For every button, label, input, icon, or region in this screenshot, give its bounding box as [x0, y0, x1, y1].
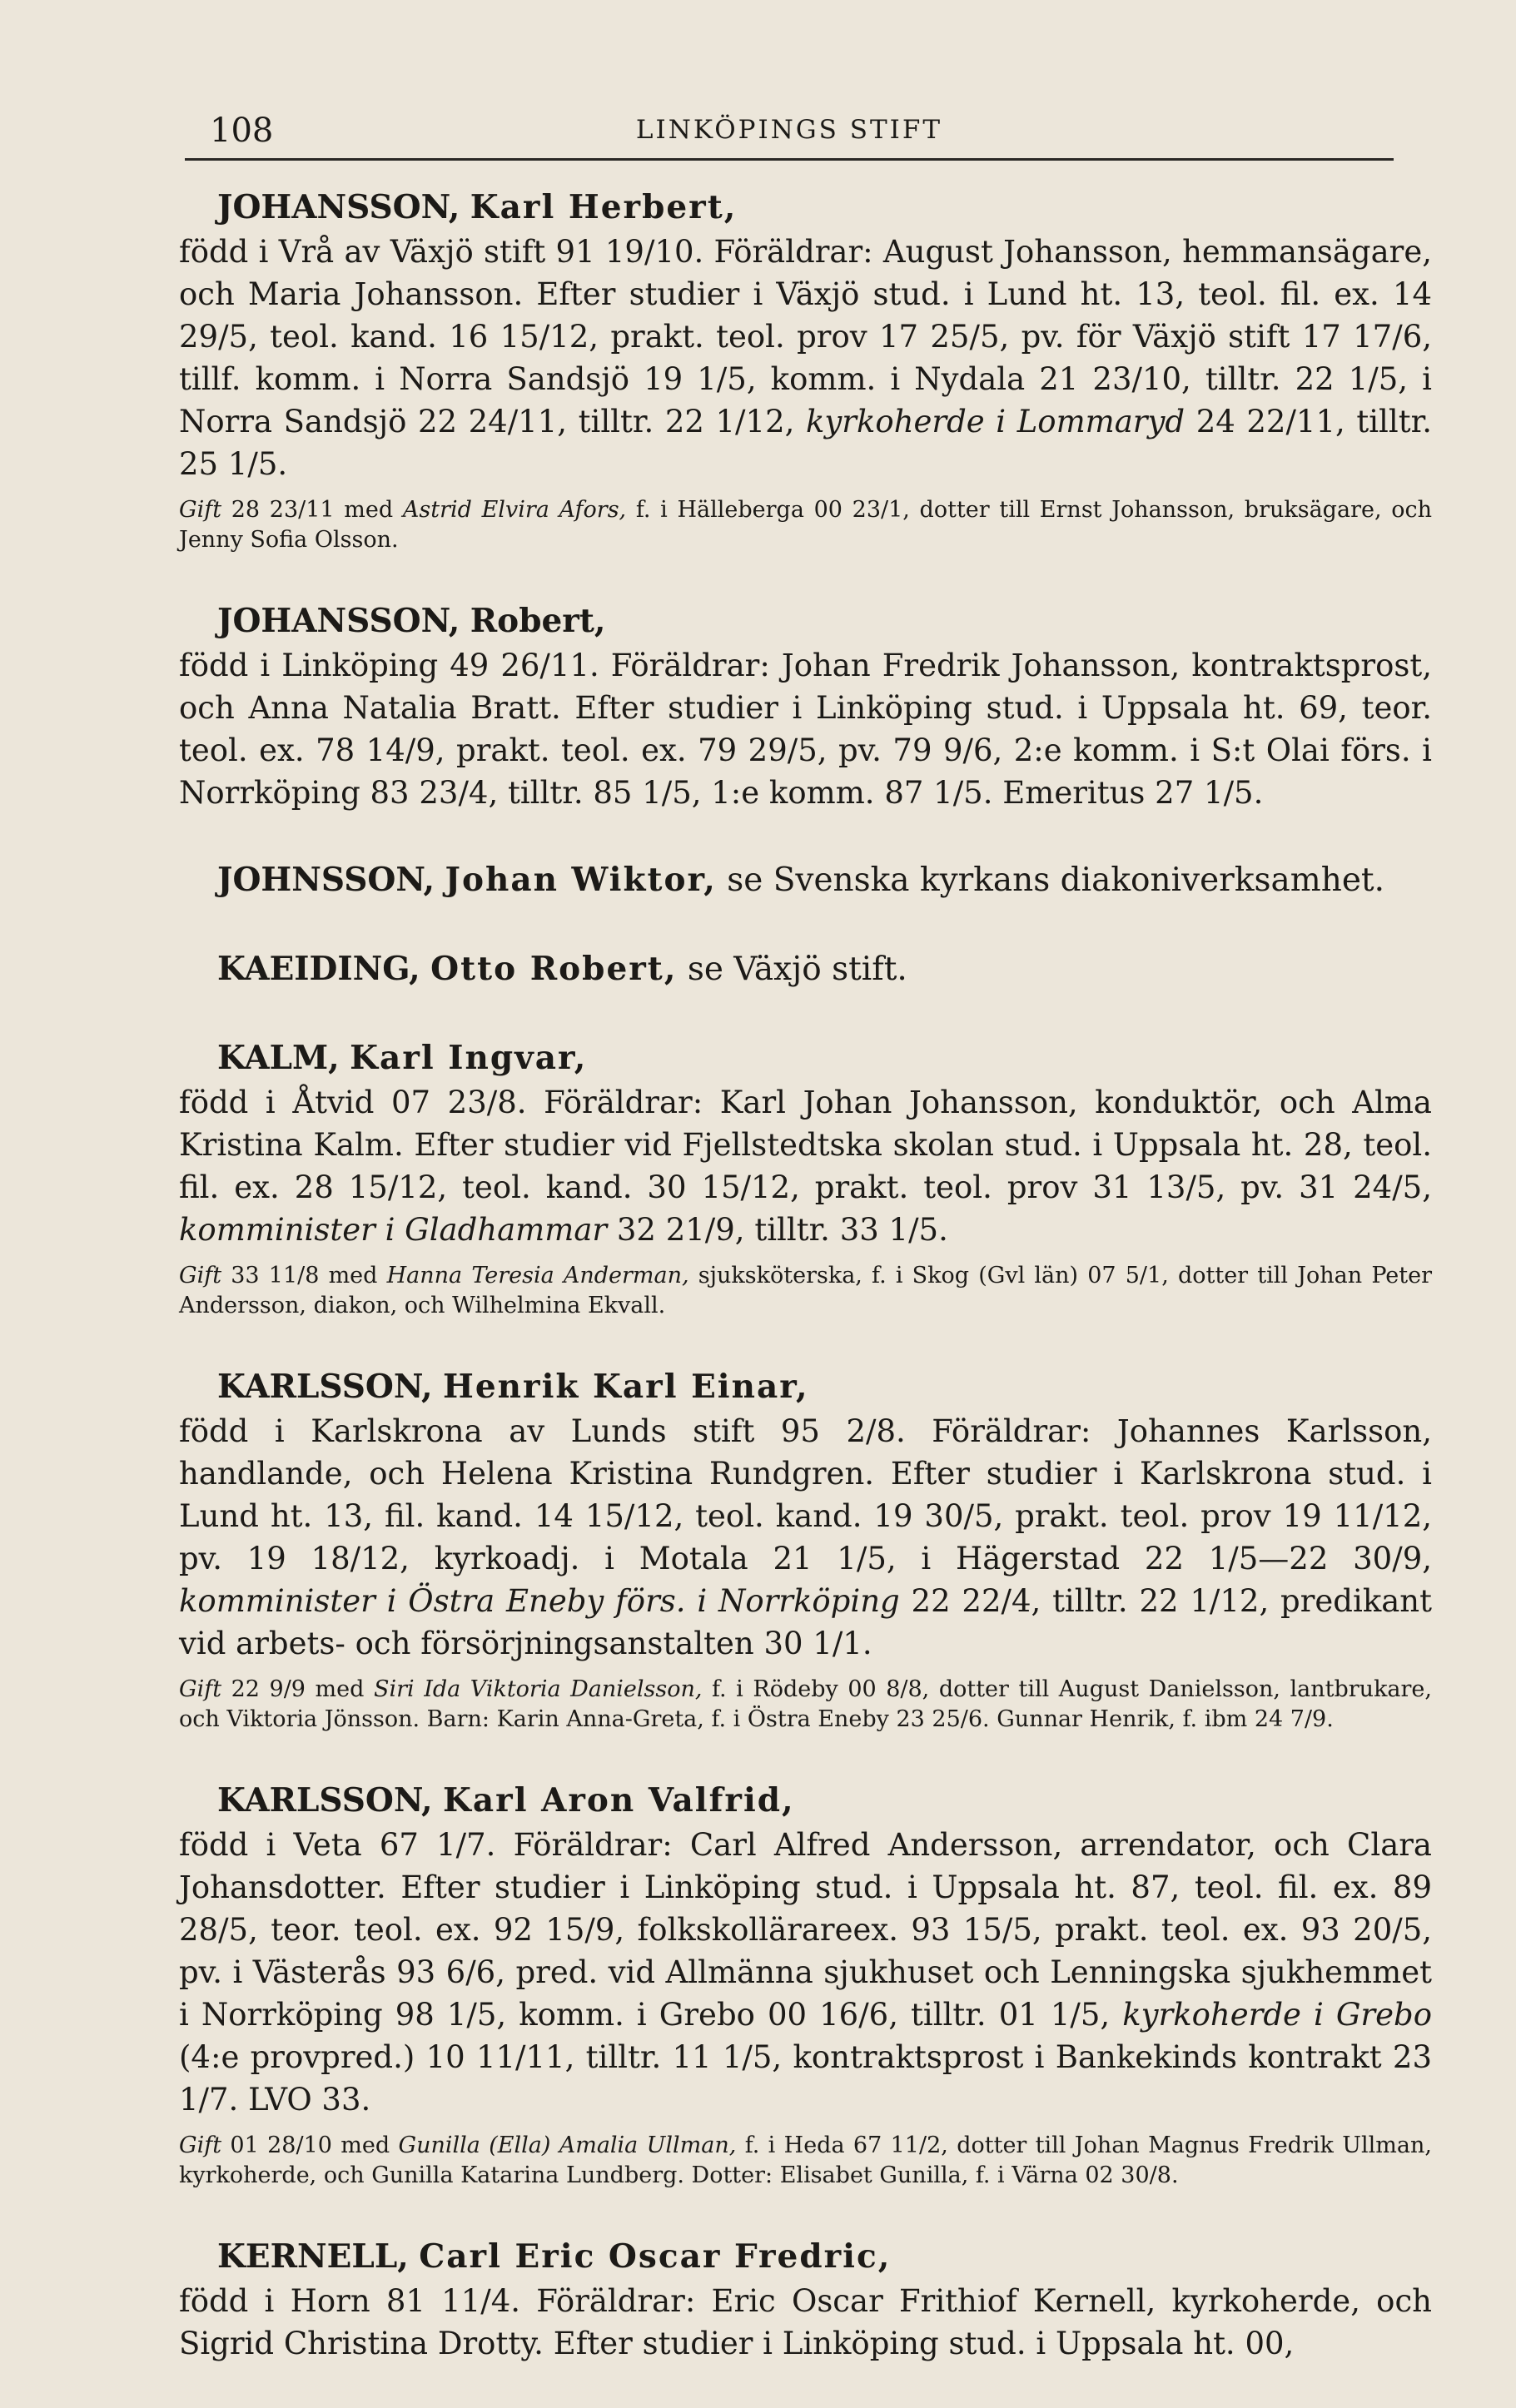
entry-surname: KARLSSON,: [217, 1781, 433, 1820]
family-spouse: Siri Ida Viktoria Danielsson,: [373, 1676, 703, 1702]
bio-office: komminister i Gladhammar: [179, 1212, 608, 1248]
entry-surname: KAEIDING,: [217, 950, 420, 988]
entry-biography: [179, 1410, 1432, 1665]
family-label: Gift: [179, 1676, 222, 1702]
entry-name: [179, 1035, 1432, 1081]
bio-text: född i Veta 67 1/7. Föräldrar: Carl Alfred Andersson, arrendator, och Clara Johansdotter. Efter studier i Linköping stud. i Uppsala ht. 87, teol. fil. ex. 89 28/5, teor. teol. ex. 92 15/9, folkskollärareex. 93 15/5, prakt. teol. ex. 93 20/5, pv. i Västerås 93 6/6, pred. vid Allmänna sjukhuset och Lenningska sjukhemmet i Norrköping 98 1/5, komm. i Grebo 00 16/6, tilltr. 01 1/5,: [179, 1827, 1432, 2033]
biography-entry: [179, 185, 1432, 555]
entry-surname: KERNELL,: [217, 2237, 409, 2276]
bio-text: född i Karlskrona av Lunds stift 95 2/8. Föräldrar: Johannes Karlsson, handlande, och Helena Kristina Rundgren. Efter studier i Karlskrona stud. i Lund ht. 13, fil. kand. 14 15/12, teol. kand. 19 30/5, prakt. teol. prov 19 11/12, pv. 19 18/12, kyrkoadj. i Motala 21 1/5, i Hägerstad 22 1/5—22 30/9,: [179, 1413, 1432, 1576]
entry-surname: JOHANSSON,: [217, 602, 460, 640]
entries-column: [179, 185, 1432, 2408]
entry-biography: född i Horn 81 11/4. Föräldrar: Eric Oscar Frithiof Kernell, kyrkoherde, och Sigrid Christina Drotty. Efter studier i Linköping stud. i Uppsala ht. 00,: [179, 2283, 1432, 2361]
bio-tail: 32 21/9, tilltr. 33 1/5.: [616, 1212, 948, 1248]
entry-name: [179, 185, 1432, 231]
family-rest: f. i Rödeby 00 8/8, dotter till August Danielsson, lantbrukare, och Viktoria Jönsson. Barn: Karin Anna-Greta, f. i Östra Eneby 23 25/6. Gunnar Henrik, f. ibm 24 7/9.: [179, 1676, 1432, 1732]
family-label: Gift: [179, 497, 222, 523]
entry-given-name: Karl Aron Valfrid,: [443, 1781, 795, 1820]
family-lead: 33 11/8 med: [231, 1263, 378, 1288]
family-rest: sjuksköterska, f. i Skog (Gvl län) 07 5/1, dotter till Johan Peter Andersson, diakon, och Wilhelmina Ekvall.: [179, 1263, 1432, 1318]
entry-reference: se Växjö stift.: [687, 951, 907, 988]
biography-entry: [179, 1364, 1432, 1735]
entry-family: [179, 1675, 1432, 1735]
entry-given-name: Robert,: [470, 602, 606, 640]
cross-reference-entry: [179, 857, 1432, 903]
entry-given-name: Carl Eric Oscar Fredric,: [419, 2237, 892, 2276]
family-label: Gift: [179, 1263, 222, 1288]
family-lead: 22 9/9 med: [231, 1676, 365, 1702]
bio-text: född i Åtvid 07 23/8. Föräldrar: Karl Johan Johansson, konduktör, och Alma Kristina Kalm. Efter studier vid Fjellstedtska skolan stud. i Uppsala ht. 28, teol. fil. ex. 28 15/12, teol. kand. 30 15/12, prakt. teol. prov 31 13/5, pv. 31 24/5,: [179, 1085, 1432, 1205]
biography-entry: [179, 598, 1432, 814]
entry-name: [179, 1364, 1432, 1410]
entry-family: [179, 495, 1432, 555]
page-number: 108: [210, 112, 274, 150]
entry-surname: JOHANSSON,: [217, 188, 460, 226]
family-lead: 28 23/11 med: [231, 497, 394, 523]
entry-given-name: Johan Wiktor,: [445, 861, 717, 899]
running-title: LINKÖPINGS STIFT: [635, 115, 943, 145]
entry-surname: KALM,: [217, 1039, 340, 1077]
family-label: Gift: [179, 2132, 222, 2158]
entry-name: [179, 1778, 1432, 1824]
bio-text: född i Vrå av Växjö stift 91 19/10. Föräldrar: August Johansson, hemmansägare, och Maria Johansson. Efter studier i Växjö stud. i Lund ht. 13, teol. fil. ex. 14 29/5, teol. kand. 16 15/12, prakt. teol. prov 17 25/5, pv. för Växjö stift 17 17/6, tillf. komm. i Norra Sandsjö 19 1/5, komm. i Nydala 21 23/10, tilltr. 22 1/5, i Norra Sandsjö 22 24/11, tilltr. 22 1/12,: [179, 234, 1432, 439]
entry-given-name: Karl Ingvar,: [350, 1039, 588, 1077]
entry-biography: [179, 231, 1432, 485]
entry-name: [179, 857, 1432, 903]
family-spouse: Gunilla (Ella) Amalia Ullman,: [398, 2132, 737, 2158]
bio-office: komminister i Östra Eneby förs. i Norrköping: [179, 1583, 900, 1619]
cross-reference-entry: [179, 946, 1432, 992]
entry-biography: [179, 1081, 1432, 1251]
bio-office: kyrkoherde i Grebo: [1122, 1997, 1432, 2033]
biography-entry: [179, 1035, 1432, 1321]
entry-surname: JOHNSSON,: [217, 861, 435, 899]
family-spouse: Astrid Elvira Afors,: [402, 497, 627, 523]
entry-given-name: Henrik Karl Einar,: [443, 1368, 809, 1406]
entry-surname: KARLSSON,: [217, 1368, 433, 1406]
entry-biography: född i Linköping 49 26/11. Föräldrar: Johan Fredrik Johansson, kontraktsprost, och Anna Natalia Bratt. Efter studier i Linköping stud. i Uppsala ht. 69, teor. teol. ex. 78 14/9, prakt. teol. ex. 79 29/5, pv. 79 9/6, 2:e komm. i S:t Olai förs. i Norrköping 83 23/4, tilltr. 85 1/5, 1:e komm. 87 1/5. Emeritus 27 1/5.: [179, 648, 1432, 811]
bio-office: kyrkoherde i Lommaryd: [805, 404, 1185, 439]
bio-tail: 22 22/4, tilltr. 22 1/12, predikant vid arbets- och försörjningsanstalten 30 1/1.: [179, 1583, 1432, 1661]
bio-tail: 24 22/11, tilltr. 25 1/5.: [179, 404, 1432, 482]
entry-biography: [179, 1824, 1432, 2121]
entry-family: [179, 1261, 1432, 1321]
page-header: [185, 107, 1394, 161]
entry-reference: se Svenska kyrkans diakoniverksamhet.: [727, 861, 1384, 899]
family-rest: f. i Heda 67 11/2, dotter till Johan Magnus Fredrik Ullman, kyrkoherde, och Gunilla Katarina Lundberg. Dotter: Elisabet Gunilla, f. i Värna 02 30/8.: [179, 2132, 1432, 2188]
family-spouse: Hanna Teresia Anderman,: [386, 1263, 689, 1288]
entry-name: [179, 946, 1432, 992]
bio-tail: (4:e provpred.) 10 11/11, tilltr. 11 1/5, kontraktsprost i Bankekinds kontrakt 23 1/7. LVO 33.: [179, 2039, 1432, 2118]
biography-entry: [179, 2234, 1432, 2365]
entry-given-name: Otto Robert,: [430, 950, 678, 988]
entry-family: [179, 2131, 1432, 2191]
entry-name: [179, 598, 1432, 644]
family-rest: f. i Hälleberga 00 23/1, dotter till Ernst Johansson, bruksägare, och Jenny Sofia Olsson.: [179, 497, 1432, 553]
entry-name: [179, 2234, 1432, 2280]
entry-given-name: Karl Herbert,: [470, 188, 738, 226]
family-lead: 01 28/10 med: [230, 2132, 390, 2158]
biography-entry: [179, 1778, 1432, 2191]
